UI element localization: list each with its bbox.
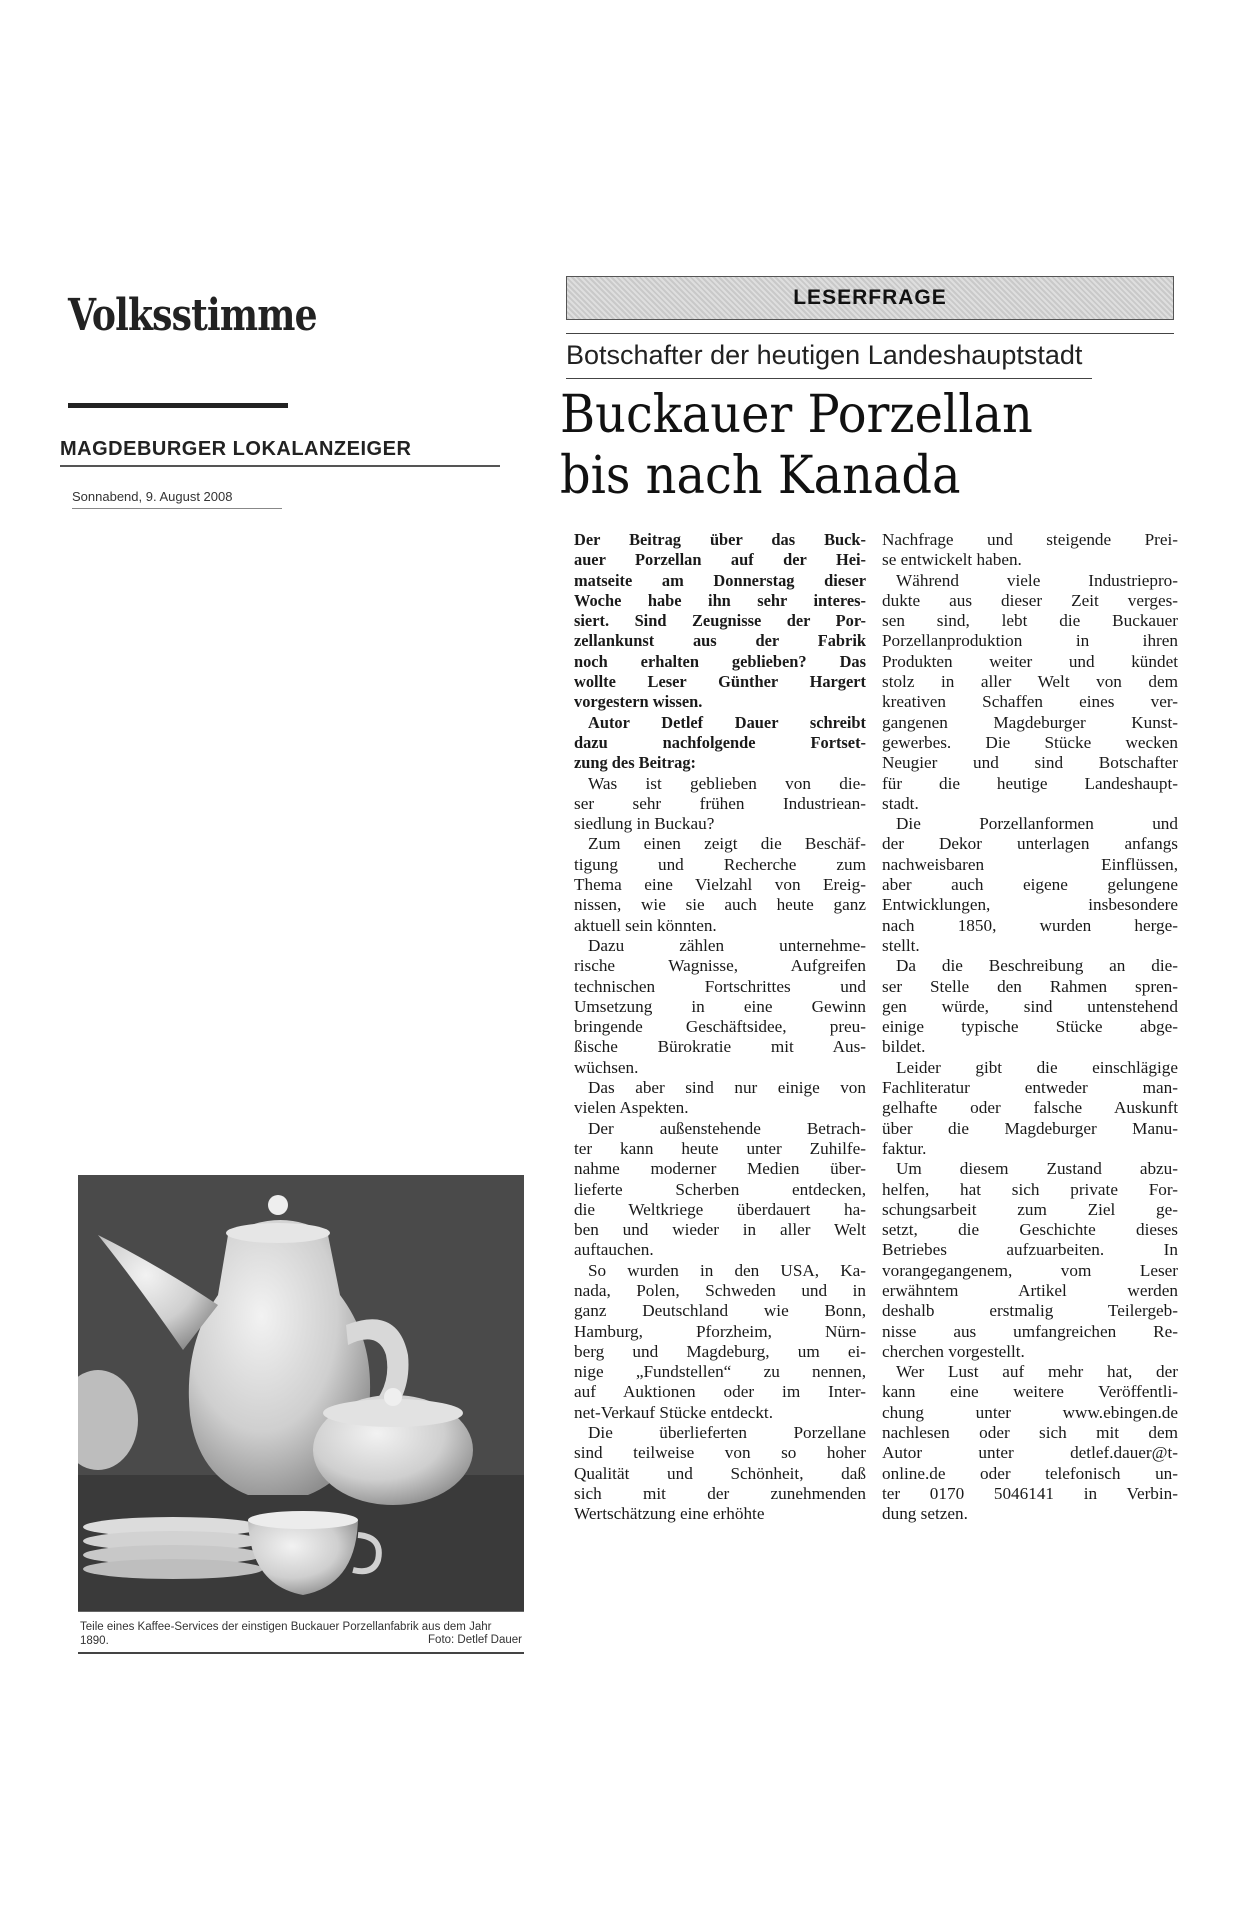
text-line: Fachliteratur entweder man- [882, 1078, 1178, 1098]
text-line: ser sehr frühen Industriean- [574, 793, 866, 813]
text-line: Neugier und sind Botschafter [882, 753, 1178, 773]
text-line: dukte aus dieser Zeit verges- [882, 590, 1178, 610]
text-line: nige „Fundstellen“ zu nennen, [574, 1362, 866, 1382]
text-line: lieferte Scherben entdecken, [574, 1179, 866, 1199]
text-line: dazu nachfolgende Fortset- [574, 732, 866, 752]
text-line: vielen Aspekten. [574, 1098, 689, 1118]
headline-line-2: bis nach Kanada [560, 446, 961, 506]
text-line: Die Porzellanformen und [896, 814, 1178, 834]
text-line: zung des Beitrag: [574, 753, 697, 773]
section-rule [60, 465, 500, 467]
text-line: technischen Fortschrittes und [574, 976, 866, 996]
text-line: Der außenstehende Betrach- [588, 1118, 866, 1138]
text-line: dung setzen. [882, 1504, 968, 1524]
text-line: zellankunst aus der Fabrik [574, 631, 866, 651]
text-line: Wertschätzung eine erhöhte [574, 1504, 765, 1524]
text-line: Qualität und Schönheit, daß [574, 1463, 866, 1483]
text-line: Wer Lust auf mehr hat, der [896, 1362, 1178, 1382]
text-line: ter kann heute unter Zuhilfe- [574, 1138, 866, 1158]
text-line: Thema eine Vielzahl von Ereig- [574, 875, 866, 895]
text-line: vorgestern wissen. [574, 692, 703, 712]
text-line: der Dekor unterlagen anfangs [882, 834, 1178, 854]
text-line: für die heutige Landeshaupt- [882, 773, 1178, 793]
text-line: sind teilweise von so hoher [574, 1443, 866, 1463]
text-line: einige typische Stücke abge- [882, 1017, 1178, 1037]
text-line: Um diesem Zustand abzu- [896, 1159, 1178, 1179]
text-line: erwähntem Artikel werden [882, 1280, 1178, 1300]
porcelain-photo [78, 1175, 524, 1611]
porcelain-illustration [78, 1175, 524, 1611]
text-line: gelhafte oder falsche Auskunft [882, 1098, 1178, 1118]
masthead-rule [68, 403, 288, 408]
text-line: Woche habe ihn sehr interes- [574, 590, 866, 610]
text-line: auftauchen. [574, 1240, 654, 1260]
caption-rule-top [78, 1611, 524, 1612]
text-line: Produkten weiter und kündet [882, 651, 1178, 671]
text-line: nachlesen oder sich mit dem [882, 1423, 1178, 1443]
text-line: ser Stelle den Rahmen spren- [882, 976, 1178, 996]
section-title: MAGDEBURGER LOKALANZEIGER [60, 438, 412, 460]
text-line: bildet. [882, 1037, 926, 1057]
text-line: schungsarbeit zum Ziel ge- [882, 1199, 1178, 1219]
text-line: So wurden in den USA, Ka- [588, 1260, 866, 1280]
text-line: wollte Leser Günther Hargert [574, 672, 866, 692]
text-line: tigung und Recherche zum [574, 854, 866, 874]
headline-line-1: Buckauer Porzellan [560, 385, 1033, 445]
text-line: matseite am Donnerstag dieser [574, 570, 866, 590]
text-line: chung unter www.ebingen.de [882, 1402, 1178, 1422]
text-line: cherchen vorgestellt. [882, 1341, 1025, 1361]
text-line: Entwicklungen, insbesondere [882, 895, 1178, 915]
text-line: helfen, hat sich private For- [882, 1179, 1178, 1199]
photo-caption: Teile eines Kaffee-Services der einstigen Buckauer Porzellanfabrik aus dem Jahr 1890. [80, 1621, 492, 1647]
text-line: Der Beitrag über das Buck- [574, 530, 866, 549]
text-line: sich mit der zunehmenden [574, 1483, 866, 1503]
text-line: auf Auktionen oder im Inter- [574, 1382, 866, 1402]
text-line: siedlung in Buckau? [574, 814, 715, 834]
text-line: nahme moderner Medien über- [574, 1159, 866, 1179]
text-line: sen sind, lebt die Buckauer [882, 611, 1178, 631]
text-line: nachweisbaren Einflüssen, [882, 854, 1178, 874]
text-line: bringende Geschäftsidee, preu- [574, 1017, 866, 1037]
text-line: stadt. [882, 793, 919, 813]
text-line: ben und wieder in aller Welt [574, 1220, 866, 1240]
text-line: Was ist geblieben von die- [588, 773, 866, 793]
text-line: gen würde, sind untenstehend [882, 996, 1178, 1016]
text-line: stolz in aller Welt von dem [882, 672, 1178, 692]
text-line: vorangegangenem, vom Leser [882, 1260, 1178, 1280]
newspaper-logo: Volksstimme [68, 290, 317, 341]
text-line: ßische Bürokratie mit Aus- [574, 1037, 866, 1057]
publication-date: Sonnabend, 9. August 2008 [72, 489, 233, 504]
text-line: Da die Beschreibung an die- [896, 956, 1178, 976]
text-line: siert. Sind Zeugnisse der Por- [574, 611, 866, 631]
text-line: ganz Deutschland wie Bonn, [574, 1301, 866, 1321]
text-line: deshalb erstmalig Teilergeb- [882, 1301, 1178, 1321]
text-line: nach 1850, wurden herge- [882, 915, 1178, 935]
text-line: kann eine weitere Veröffentli- [882, 1382, 1178, 1402]
text-line: Leider gibt die einschlägige [896, 1057, 1178, 1077]
text-line: aktuell sein könnten. [574, 915, 717, 935]
text-line: Während viele Industriepro- [896, 570, 1178, 590]
text-line: gewerbes. Die Stücke wecken [882, 732, 1178, 752]
article-column-right [882, 530, 1178, 1525]
text-line: berg und Magdeburg, um ei- [574, 1341, 866, 1361]
text-line: Das aber sind nur einige von [588, 1078, 866, 1098]
text-line: auer Porzellan auf der Hei- [574, 550, 866, 570]
text-line: nissen, wie sie auch heute ganz [574, 895, 866, 915]
text-line: online.de oder telefonisch un- [882, 1463, 1178, 1483]
text-line: Autor unter detlef.dauer@t- [882, 1443, 1178, 1463]
kicker-rule [566, 333, 1174, 334]
text-line: die Weltkriege überdauert ha- [574, 1199, 866, 1219]
text-line: Dazu zählen unternehme- [588, 935, 866, 955]
text-line: rische Wagnisse, Aufgreifen [574, 956, 866, 976]
text-line: Autor Detlef Dauer schreibt [588, 712, 866, 732]
kicker-bar [566, 276, 1174, 320]
text-line: gangenen Magdeburger Kunst- [882, 712, 1178, 732]
text-line: Zum einen zeigt die Beschäf- [588, 834, 866, 854]
text-line: Hamburg, Pforzheim, Nürn- [574, 1321, 866, 1341]
text-line: Umsetzung in eine Gewinn [574, 996, 866, 1016]
caption-rule-bottom [78, 1652, 524, 1654]
subheadline: Botschafter der heutigen Landeshauptstadt [566, 340, 1083, 370]
text-line: nada, Polen, Schweden und in [574, 1280, 866, 1300]
kicker-label: LESERFRAGE [793, 286, 947, 309]
subheadline-rule [566, 378, 1092, 379]
text-line: über die Magdeburger Manu- [882, 1118, 1178, 1138]
text-line: noch erhalten geblieben? Das [574, 651, 866, 671]
photo-credit: Foto: Detlef Dauer [428, 1634, 522, 1646]
text-line: Nachfrage und steigende Prei- [882, 530, 1178, 549]
text-line: Betriebes aufzuarbeiten. In [882, 1240, 1178, 1260]
text-line: ter 0170 5046141 in Verbin- [882, 1483, 1178, 1503]
text-line: stellt. [882, 935, 920, 955]
text-line: nisse aus umfangreichen Re- [882, 1321, 1178, 1341]
text-line: Die überlieferten Porzellane [588, 1423, 866, 1443]
date-rule [72, 508, 282, 509]
text-line: se entwickelt haben. [882, 550, 1022, 570]
text-line: net-Verkauf Stücke entdeckt. [574, 1402, 774, 1422]
text-line: aber auch eigene gelungene [882, 875, 1178, 895]
text-line: kreativen Schaffen eines ver- [882, 692, 1178, 712]
text-line: setzt, die Geschichte dieses [882, 1220, 1178, 1240]
text-line: faktur. [882, 1138, 927, 1158]
text-line: wüchsen. [574, 1057, 639, 1077]
article-column-left [574, 530, 866, 1525]
text-line: Porzellanproduktion in ihren [882, 631, 1178, 651]
